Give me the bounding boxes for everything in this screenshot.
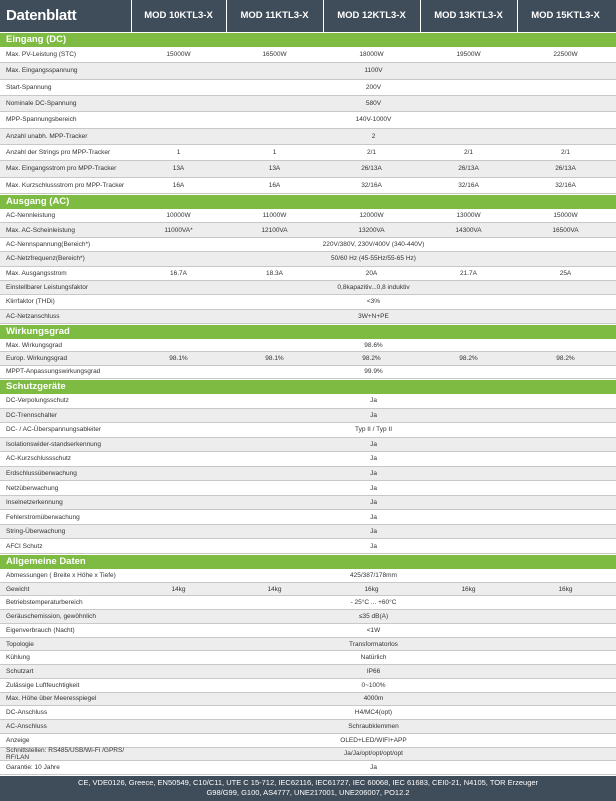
spec-value: 4000m [363,695,384,703]
spec-value: 15000W [166,51,191,59]
spec-row [0,596,616,610]
spec-label: Gewicht [6,585,30,593]
spec-row [0,665,616,679]
spec-label: Nominale DC-Spannung [6,100,77,108]
spec-label: Europ. Wirkungsgrad [6,354,68,362]
spec-label: Garantie: 10 Jahre [6,764,60,772]
spec-label: Max. Kurzschlussstrom pro MPP-Tracker [6,181,125,189]
spec-value: 11000VA* [164,226,193,234]
spec-row [0,679,616,693]
spec-row [0,161,616,177]
spec-value: <1W [366,626,381,634]
spec-label: AC-Nennspannung(Bereich*) [6,240,91,248]
spec-value: Ja [370,440,377,448]
spec-value: 16A [172,181,185,189]
section-header [0,33,616,47]
spec-value: Ja [370,397,377,405]
section-header [0,195,616,209]
spec-label: Max. Eingangsspannung [6,67,78,75]
spec-label: Max. AC-Scheinleistung [6,226,76,234]
model-header: MOD 10KTL3-X [144,10,213,21]
spec-row [0,352,616,365]
spec-value: Schraubklemmen [348,722,399,730]
spec-value: 98.2% [362,354,381,362]
spec-value: 22500W [553,51,578,59]
spec-label: Isolationswider-standserkennung [6,440,102,448]
spec-value: 12100VA [261,226,288,234]
spec-label: MPP-Spannungsbereich [6,116,77,124]
spec-label: DC-Anschluss [6,709,48,717]
spec-label: MPPT-Anpassungswirkungsgrad [6,368,101,376]
spec-value: Ja [370,528,377,536]
spec-label: AC-Kurzschlussschutz [6,455,72,463]
spec-value: 425/387/178mm [350,571,397,579]
model-header: MOD 15KTL3-X [531,10,600,21]
spec-value: Ja [370,411,377,419]
section-header [0,555,616,569]
spec-value: 16kg [461,585,476,593]
spec-row [0,720,616,734]
spec-value: 16A [268,181,281,189]
spec-value: 140V-1000V [355,116,392,124]
spec-row [0,624,616,638]
spec-value: 32/16A [361,181,382,189]
spec-label: Inselnetzerkennung [6,499,63,507]
spec-value: 25A [559,269,572,277]
model-header: MOD 11KTL3-X [240,10,309,21]
spec-row [0,496,616,511]
spec-label: Max. Eingangsstrom pro MPP-Tracker [6,165,117,173]
spec-label: DC-Trennschalter [6,411,58,419]
spec-row [0,267,616,281]
spec-row [0,209,616,223]
spec-value: 15000W [553,212,578,220]
spec-value: 2/1 [463,149,474,157]
spec-value: 13A [172,165,185,173]
spec-value: 13A [268,165,281,173]
spec-value: 13200VA [358,226,385,234]
spec-row [0,423,616,438]
spec-label: Fehlerstromüberwachung [6,513,80,521]
spec-label: AC-Nennleistung [6,212,56,220]
spec-label: Klirrfaktor (THDi) [6,298,55,306]
spec-row [0,238,616,252]
spec-label: Betriebstemperaturbereich [6,599,83,607]
spec-value: 98.2% [459,354,478,362]
spec-value: 98.1% [265,354,284,362]
spec-value: H4/MC4(opt) [354,709,393,717]
spec-value: 0,8kapazitiv...0,8 induktiv [337,284,410,292]
spec-value: Ja [370,484,377,492]
spec-row [0,452,616,467]
spec-value: 26/13A [458,165,479,173]
spec-label: AC-Netzanschluss [6,312,60,320]
spec-value: ≤35 dB(A) [358,613,389,621]
spec-value: 98.1% [169,354,188,362]
spec-label: String-Überwachung [6,528,66,536]
spec-row [0,252,616,266]
spec-row [0,295,616,309]
spec-label: Max. Wirkungsgrad [6,341,62,349]
model-header: MOD 12KTL3-X [337,10,406,21]
section-header [0,380,616,394]
spec-value: 14kg [267,585,282,593]
spec-value: 14300VA [455,226,482,234]
spec-value: 220V/380V, 230V/400V (340-440V) [322,240,425,248]
spec-value: Ja [370,542,377,550]
spec-value: Typ II / Typ II [354,426,393,434]
spec-label: Topologie [6,640,34,648]
spec-label: Eigenverbrauch (Nacht) [6,626,75,634]
spec-label: Start-Spannung [6,83,52,91]
spec-label: Schnittstellen: RS485/USB/Wi-Fi /GPRS/ RF/LAN [6,746,125,761]
spec-value: - 25°C ... +60°C [350,599,397,607]
spec-row [0,145,616,161]
certifications-line: CE, VDE0126, Greece, EN50549, C10/C11, UTE C 15-712, IEC62116, IEC61727, IEC 60068, IEC 61683, CEI0-21, N4105, TOR Erzeuger [77,778,539,787]
model-header: MOD 13KTL3-X [434,10,503,21]
spec-label: Max. PV-Leistung (STC) [6,51,77,59]
header-bar [0,0,616,32]
spec-value: 12000W [359,212,384,220]
spec-value: Natürlich [360,654,387,662]
spec-row [0,129,616,145]
spec-row [0,510,616,525]
spec-label: Max. Ausgangsstrom [6,269,67,277]
spec-value: 200V [365,83,382,91]
spec-label: Kühlung [6,654,30,662]
spec-label: Anzeige [6,736,30,744]
spec-value: 99.9% [364,368,383,376]
section-header [0,325,616,339]
section-title: Eingang (DC) [6,34,67,45]
spec-label: Anzahl der Strings pro MPP-Tracker [6,149,111,157]
spec-row [0,281,616,295]
spec-value: 20A [365,269,378,277]
spec-row [0,80,616,96]
spec-row [0,539,616,554]
spec-value: 1 [176,149,181,157]
spec-row [0,706,616,720]
spec-row [0,223,616,237]
spec-label: Max. Höhe über Meeresspiegel [6,695,97,703]
spec-value: 16500W [262,51,287,59]
spec-value: 3W+N+PE [358,312,389,320]
spec-label: Einstellbarer Leistungsfaktor [6,284,89,292]
spec-row [0,438,616,453]
spec-value: 18000W [359,51,384,59]
spec-label: AFCI Schutz [6,542,43,550]
spec-row [0,525,616,540]
spec-value: Ja [370,499,377,507]
spec-label: Anzahl unabh. MPP-Tracker [6,132,88,140]
spec-row [0,63,616,79]
spec-value: 2 [371,132,376,140]
spec-value: 16kg [558,585,573,593]
spec-label: Abmessungen ( Breite x Höhe x Tiefe) [6,571,116,579]
spec-row [0,481,616,496]
spec-value: 16kg [364,585,379,593]
spec-row [0,366,616,379]
spec-value: Transformatorlos [349,640,398,648]
spec-row [0,467,616,482]
page-title: Datenblatt [6,7,77,24]
spec-value: 32/16A [555,181,576,189]
spec-value: 26/13A [361,165,382,173]
spec-value: 2/1 [560,149,571,157]
spec-label: DC- / AC-Überspannungsableiter [6,426,102,434]
section-title: Wirkungsgrad [6,326,70,337]
spec-row [0,610,616,624]
spec-value: 50/60 Hz (45-55Hz/55-65 Hz) [331,255,416,263]
spec-value: 1100V [364,67,383,75]
spec-value: 0~100% [361,681,386,689]
spec-value: Ja [370,469,377,477]
spec-value: Ja [370,455,377,463]
certifications-line: G98/G99, G100, AS4777, UNE217001, UNE206007, PO12.2 [206,788,410,797]
spec-value: 19500W [456,51,481,59]
spec-label: AC-Netzfrequenz(Bereich*) [6,255,85,263]
spec-value: IP66 [366,667,381,675]
spec-value: OLED+LED/WIFI+APP [340,736,407,744]
spec-label: Zulässige Luftfeuchtigkeit [6,681,80,689]
spec-row [0,47,616,63]
spec-value: 16500VA [552,226,579,234]
spec-label: Netzüberwachung [6,484,59,492]
spec-value: 98.6% [364,341,383,349]
section-title: Ausgang (AC) [6,196,70,207]
spec-value: <3% [366,298,381,306]
spec-label: AC-Anschluss [6,722,47,730]
spec-value: 10000W [166,212,191,220]
spec-row [0,693,616,707]
section-title: Schutzgeräte [6,381,66,392]
spec-row [0,339,616,352]
spec-label: Geräuschemission, gewöhnlich [6,613,96,621]
spec-label: Schutzart [6,667,34,675]
spec-row [0,394,616,409]
spec-row [0,638,616,652]
spec-value: 32/16A [458,181,479,189]
spec-row [0,96,616,112]
spec-value: 21.7A [460,269,477,277]
spec-value: 11000W [262,212,287,220]
spec-row [0,178,616,194]
spec-row [0,748,616,762]
spec-value: 16.7A [170,269,187,277]
spec-row [0,734,616,748]
spec-value: Ja [370,764,377,772]
spec-value: Ja/Ja/opt/opt/opt/opt [344,750,403,758]
section-title: Allgemeine Daten [6,556,86,567]
spec-value: Ja [370,513,377,521]
spec-label: DC-Verpolungsschutz [6,397,69,405]
spec-row [0,761,616,775]
spec-value: 98.2% [556,354,575,362]
spec-row [0,409,616,424]
spec-row [0,569,616,583]
spec-label: Erdschlussüberwachung [6,469,77,477]
spec-value: 18.3A [266,269,283,277]
spec-value: 14kg [171,585,186,593]
spec-value: 1 [272,149,277,157]
spec-value: 580V [365,100,382,108]
spec-row [0,310,616,324]
spec-value: 13000W [456,212,481,220]
spec-value: 2/1 [366,149,377,157]
spec-row [0,112,616,128]
spec-row [0,583,616,597]
spec-value: 26/13A [555,165,576,173]
certifications-footer [0,776,616,801]
spec-row [0,651,616,665]
